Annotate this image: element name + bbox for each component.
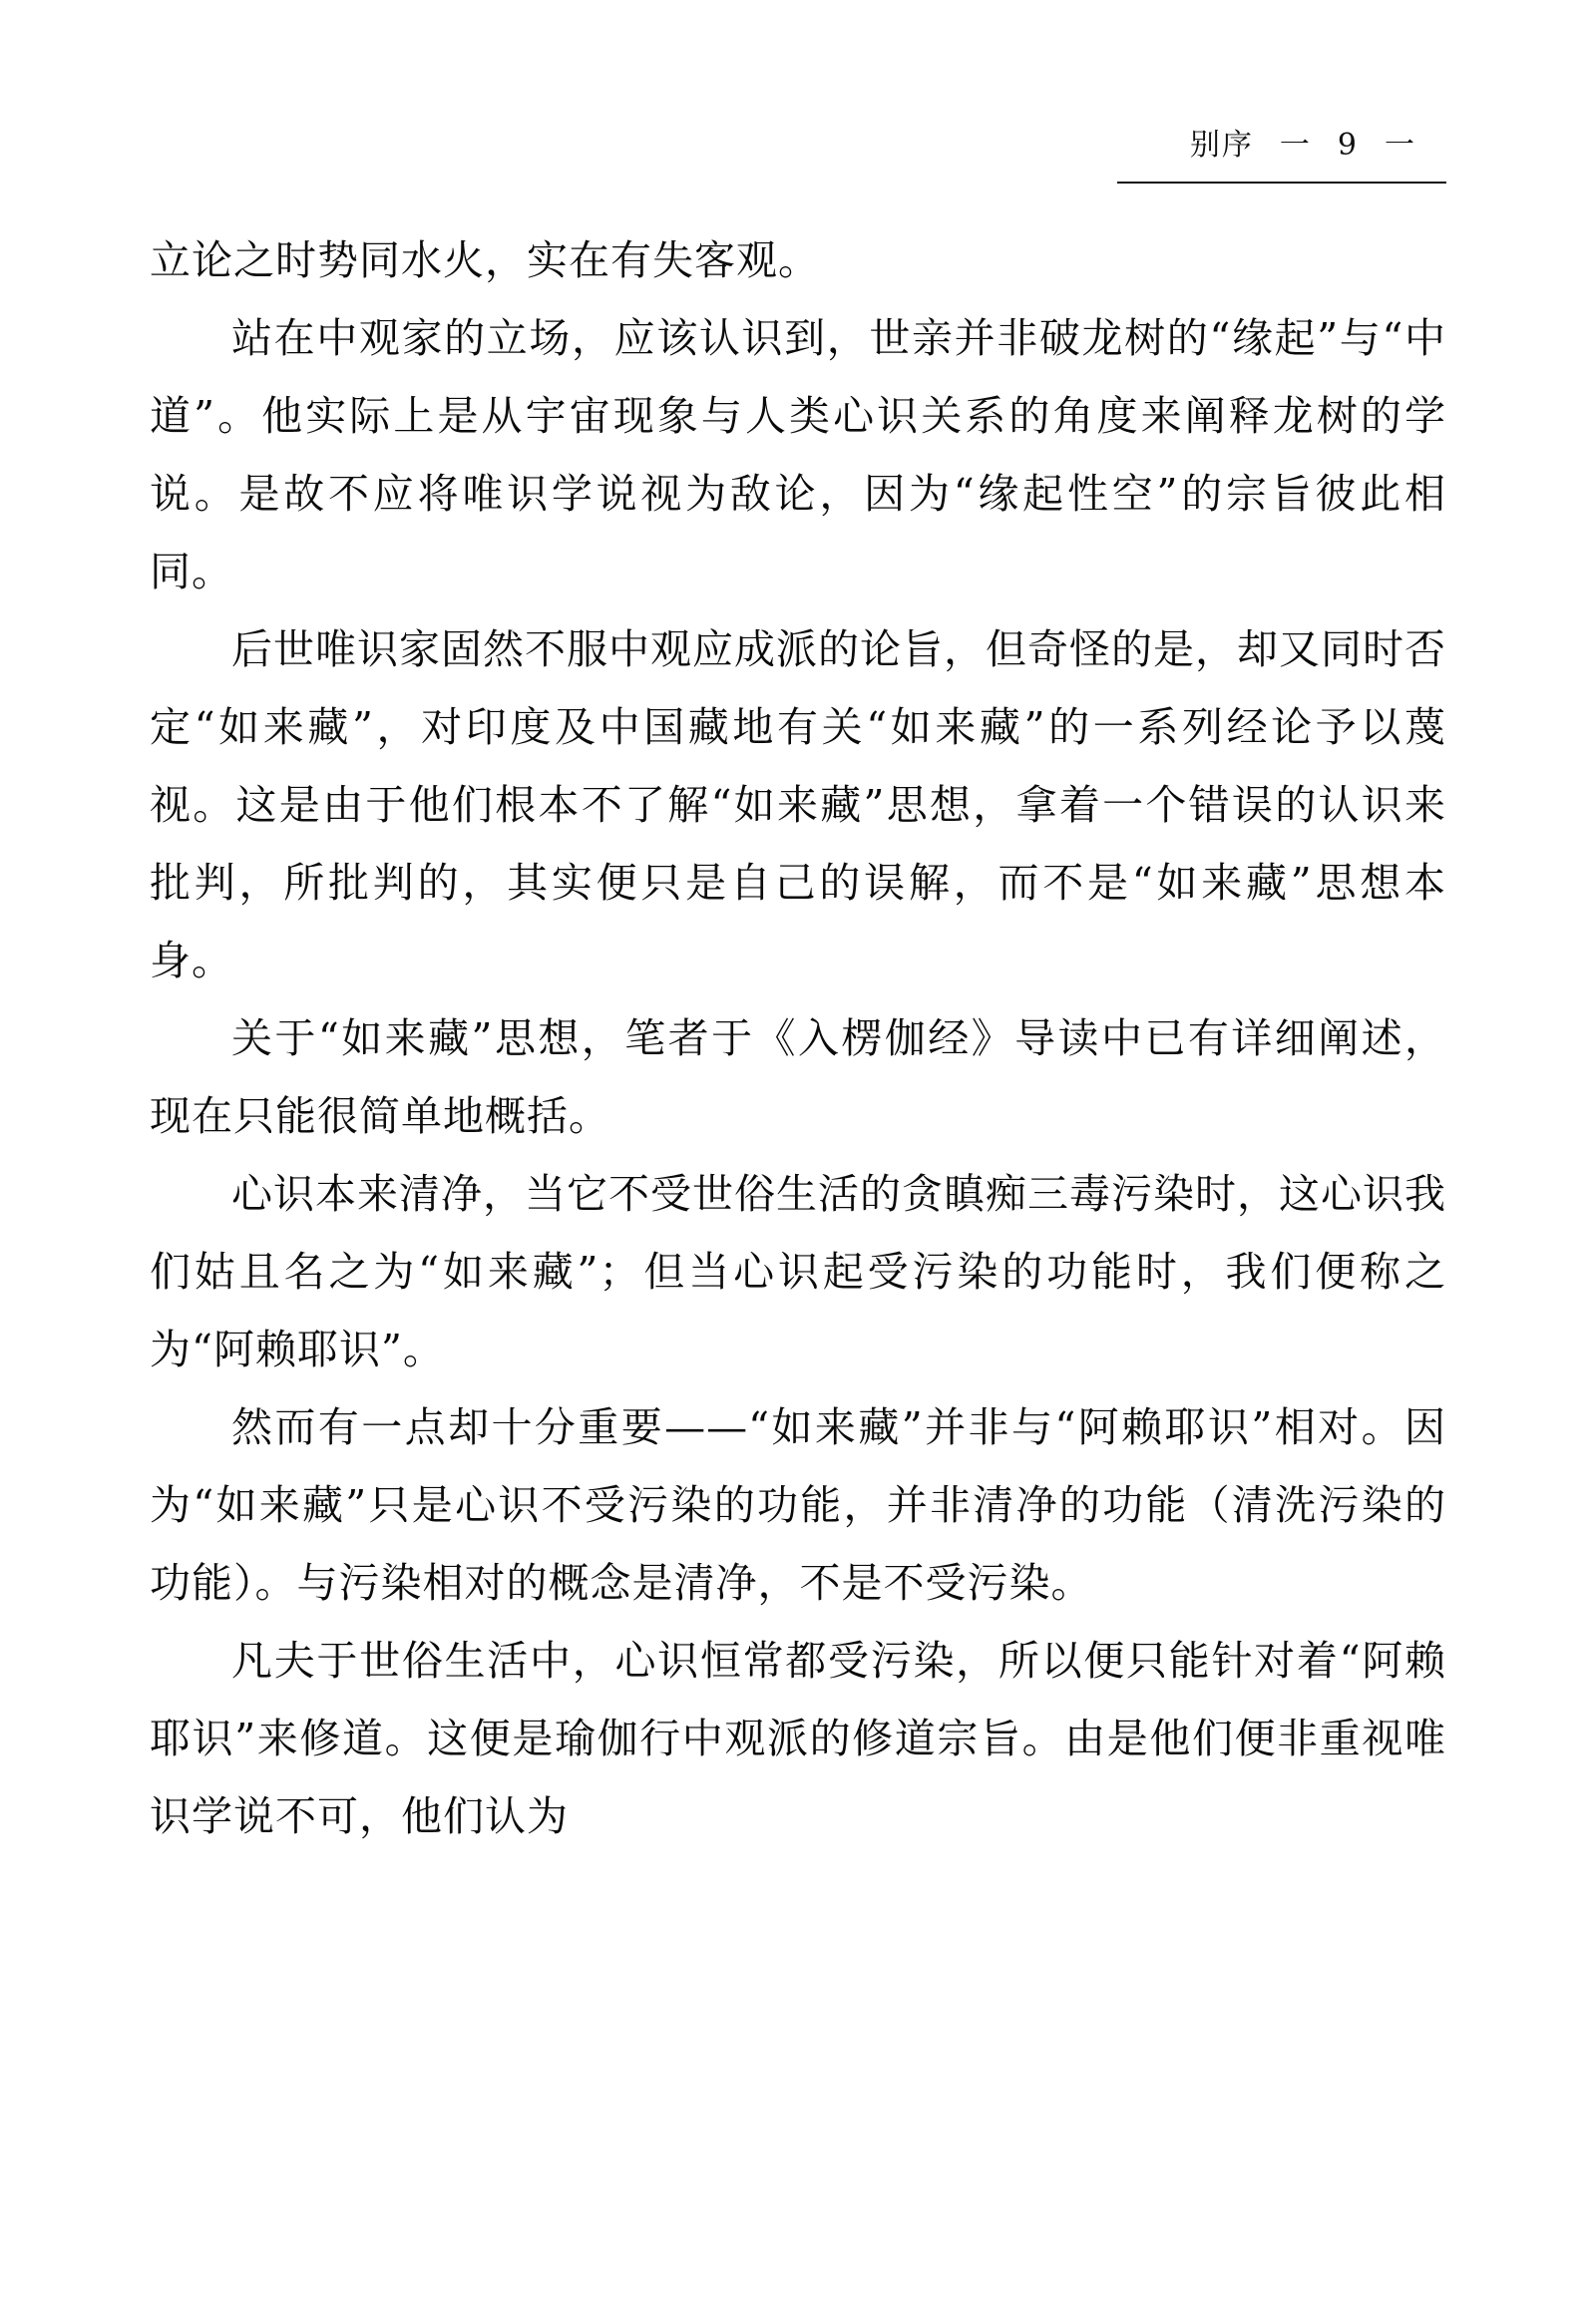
paragraph: 站在中观家的立场，应该认识到，世亲并非破龙树的“缘起”与“中道”。他实际上是从宇宙现象与人类心识关系的角度来阐释龙树的学说。是故不应将唯识学说视为敌论，因为“缘起性空”的宗旨彼此相同。	[150, 314, 1446, 595]
paragraph: 然而有一点却十分重要——“如来藏”并非与“阿赖耶识”相对。因为“如来藏”只是心识不受污染的功能，并非清净的功能（清洗污染的功能）。与污染相对的概念是清净，不是不受污染。	[150, 1403, 1446, 1607]
paragraph: 凡夫于世俗生活中，心识恒常都受污染，所以便只能针对着“阿赖耶识”来修道。这便是瑜伽行中观派的修道宗旨。由是他们便非重视唯识学说不可，他们认为	[150, 1637, 1446, 1840]
page-header-line	[1190, 120, 1446, 164]
header-rule	[1117, 182, 1446, 184]
dash-left: 一	[1279, 128, 1312, 163]
paragraph: 立论之时势同水火，实在有失客观。	[150, 236, 820, 284]
paragraph: 后世唯识家固然不服中观应成派的论旨，但奇怪的是，却又同时否定“如来藏”，对印度及中国藏地有关“如来藏”的一系列经论予以蔑视。这是由于他们根本不了解“如来藏”思想，拿着一个错误的认识来批判，所批判的，其实便只是自己的误解，而不是“如来藏”思想本身。	[150, 625, 1446, 984]
section-label: 别序	[1189, 128, 1254, 163]
paragraph: 心识本来清净，当它不受世俗生活的贪瞋痴三毒污染时，这心识我们姑且名之为“如来藏”；但当心识起受污染的功能时，我们便称之为“阿赖耶识”。	[150, 1170, 1446, 1373]
dash-right: 一	[1385, 128, 1416, 163]
paragraph: 关于“如来藏”思想，笔者于《入楞伽经》导读中已有详细阐述，现在只能很简单地概括。	[150, 1014, 1446, 1140]
page-number: 9	[1337, 128, 1359, 163]
page-header	[150, 120, 1446, 184]
body-text	[150, 221, 1446, 1855]
